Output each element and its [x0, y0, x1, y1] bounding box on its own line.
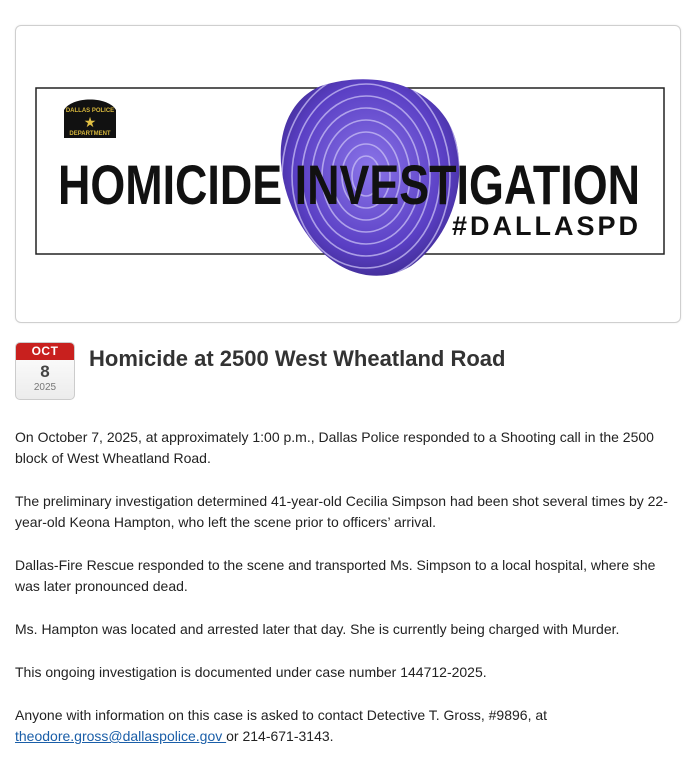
paragraph-arrest: Ms. Hampton was located and arrested later that day. She is currently being charged with Murder.	[15, 621, 620, 637]
homicide-investigation-graphic	[16, 26, 682, 324]
date-day: 8	[40, 362, 50, 381]
banner-title: HOMICIDE INVESTIGATION	[58, 153, 640, 216]
banner-hashtag: #DALLASPD	[451, 211, 641, 241]
paragraph-investigation: The preliminary investigation determined 41-year-old Cecilia Simpson had been shot several times by 22-year-old Keona Hampton, who left the scene prior to officers’ arrival.	[15, 493, 668, 530]
paragraph-contact	[15, 705, 683, 747]
dallas-police-badge-logo	[64, 100, 116, 139]
svg-text:DALLAS POLICE: DALLAS POLICE	[65, 108, 115, 114]
paragraph-case-number: This ongoing investigation is documented under case number 144712-2025.	[15, 664, 487, 680]
contact-intro: Anyone with information on this case is asked to contact Detective T. Gross, #9896, at	[15, 707, 548, 723]
date-year: 2025	[33, 382, 57, 393]
contact-phone: or 214-671-3143.	[226, 728, 334, 744]
svg-text:DEPARTMENT: DEPARTMENT	[69, 131, 111, 137]
banner-image	[15, 25, 681, 323]
date-badge	[15, 342, 75, 400]
svg-text:★: ★	[83, 115, 97, 131]
paragraph-fire-rescue: Dallas-Fire Rescue responded to the scene and transported Ms. Simpson to a local hospital, where she was later pronounced dead.	[15, 557, 656, 594]
detective-email-link[interactable]: theodore.gross@dallaspolice.gov	[15, 728, 227, 744]
article-body	[15, 427, 683, 769]
paragraph-incident: On October 7, 2025, at approximately 1:00 p.m., Dallas Police responded to a Shooting call in the 2500 block of West Wheatland Road.	[15, 429, 654, 466]
date-month: OCT	[16, 343, 74, 360]
post-title: Homicide at 2500 West Wheatland Road	[89, 346, 506, 371]
